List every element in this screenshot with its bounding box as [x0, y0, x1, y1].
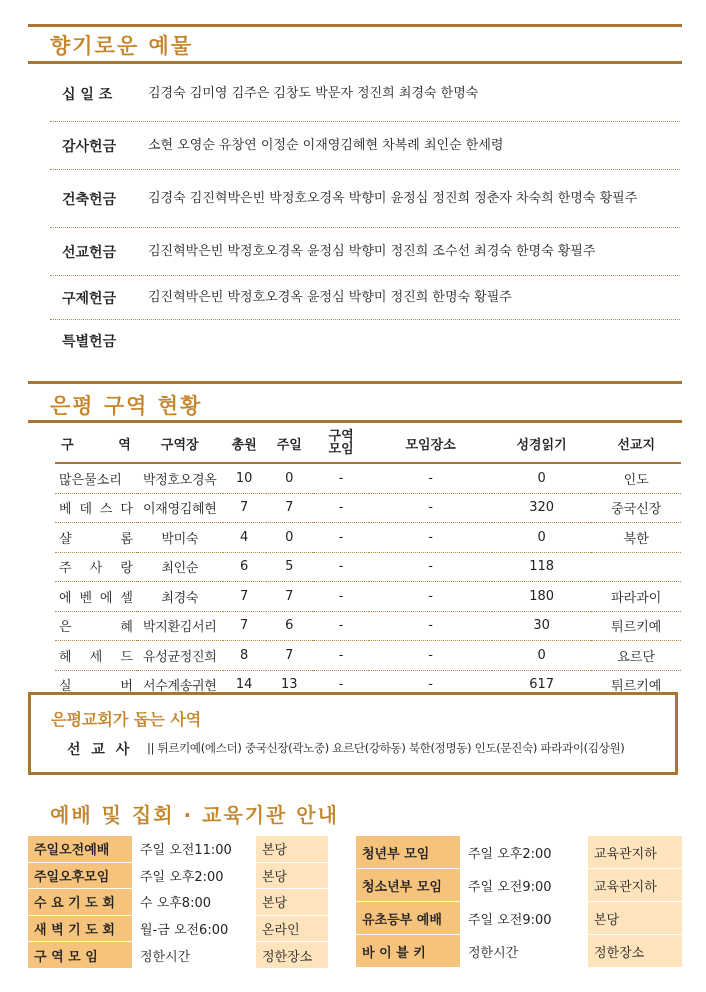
district-cell: 10	[223, 463, 266, 493]
offering-label: 감사헌금	[62, 139, 117, 155]
district-header-cell: 구역장	[137, 424, 223, 463]
schedule-place: 정한장소	[588, 935, 682, 967]
district-cell: 7	[223, 582, 266, 612]
missionary-label: 선 교 사	[67, 742, 133, 758]
district-cell: 샬 롬	[55, 523, 137, 553]
schedule-place: 교육관지하	[588, 836, 682, 868]
district-cell: 북한	[591, 523, 681, 553]
offering-names: 김진혁박은빈 박정호오경옥 윤정심 박향미 정진희 한명숙 황필주	[148, 289, 512, 305]
schedule-time: 주일 오전11:00	[132, 836, 256, 862]
schedule-row	[356, 902, 682, 935]
schedule-place: 교육관지하	[588, 869, 682, 901]
district-cell: 유성균정진희	[137, 641, 223, 671]
district-row	[55, 523, 681, 553]
schedule-place: 본당	[256, 889, 328, 915]
schedule-row	[28, 863, 328, 890]
support-box	[28, 692, 678, 775]
schedule-name: 구 역 모 임	[28, 942, 132, 968]
district-cell: 중국신장	[591, 493, 681, 523]
missionary-list: || 튀르키예(에스더) 중국신장(곽노중) 요르단(강하동) 북한(정명동) 인도(문진숙) 파라과이(김상원)	[147, 741, 625, 755]
district-cell: -	[313, 493, 370, 523]
district-cell: -	[369, 552, 491, 582]
schedule-name: 유초등부 예배	[356, 902, 460, 934]
offering-names: 김경숙 김미영 김주은 김창도 박문자 정진희 최경숙 한명숙	[148, 85, 479, 101]
district-cell: 0	[492, 463, 592, 493]
district-cell: 6	[223, 552, 266, 582]
district-cell: 4	[223, 523, 266, 553]
district-cell: 0	[266, 463, 313, 493]
schedule-name: 청년부 모임	[356, 836, 460, 868]
schedule-name: 수 요 기 도 회	[28, 889, 132, 915]
district-cell: 튀르키예	[611, 679, 662, 695]
district-cell: 13	[281, 677, 298, 693]
district-header-cell: 구역 모임	[313, 424, 370, 463]
district-table	[55, 424, 681, 699]
district-cell: 요르단	[591, 641, 681, 671]
offering-row	[50, 123, 680, 170]
district-cell: 박정호오경옥	[137, 463, 223, 493]
district-cell: 최경숙	[137, 582, 223, 612]
schedule-place: 정한장소	[256, 942, 328, 968]
district-row	[55, 641, 681, 671]
district-cell: -	[369, 493, 491, 523]
schedule-row	[356, 869, 682, 902]
schedule-time: 정한시간	[460, 935, 588, 967]
offering-label: 십 일 조	[62, 86, 113, 103]
district-cell: 7	[266, 582, 313, 612]
district-cell: 6	[266, 611, 313, 641]
district-cell: -	[313, 463, 370, 493]
schedule-name: 새 벽 기 도 회	[28, 916, 132, 942]
district-cell: 180	[492, 582, 592, 612]
district-cell: 0	[266, 523, 313, 553]
offering-label: 구제헌금	[62, 290, 117, 307]
schedule-name: 바 이 블 키	[356, 935, 460, 967]
offering-row	[50, 276, 680, 320]
district-row	[55, 552, 681, 582]
schedule-name: 청소년부 모임	[356, 869, 460, 901]
offering-row	[50, 228, 680, 276]
district-cell: 헤 세 드	[55, 641, 137, 671]
schedule-title: 예배 및 집회 · 교육기관 안내	[50, 803, 339, 827]
schedule-time: 주일 오전9:00	[460, 869, 588, 901]
offerings-rule	[28, 61, 682, 64]
schedule-time: 주일 오전9:00	[460, 902, 588, 934]
district-cell: 주 사 랑	[55, 552, 137, 582]
offering-label: 선교헌금	[62, 244, 117, 261]
schedule-right-table	[356, 836, 682, 968]
offering-row	[50, 66, 680, 122]
schedule-time: 수 오후8:00	[132, 889, 256, 915]
schedule-left-table	[28, 836, 328, 969]
district-cell: 튀르키예	[591, 611, 681, 641]
district-cell: -	[369, 641, 491, 671]
district-header-cell: 성경읽기	[492, 424, 592, 463]
districts-rule	[28, 420, 682, 423]
districts-title: 은평 구역 현황	[50, 394, 203, 418]
district-header-cell: 주일	[266, 424, 313, 463]
schedule-row	[356, 935, 682, 968]
schedule-place: 본당	[256, 836, 328, 862]
district-cell: -	[313, 641, 370, 671]
district-row	[55, 611, 681, 641]
district-cell: 320	[492, 493, 592, 523]
schedule-place: 온라인	[256, 916, 328, 942]
offering-label: 특별헌금	[62, 334, 117, 350]
district-cell: 최인순	[137, 552, 223, 582]
district-cell: -	[369, 582, 491, 612]
district-cell: 14	[235, 677, 253, 693]
district-header-row	[55, 424, 681, 463]
district-cell: 617	[529, 677, 555, 693]
district-cell: 박지환김서리	[137, 611, 223, 641]
district-cell: -	[313, 552, 370, 582]
schedule-row	[28, 942, 328, 969]
district-cell: 에 벤 에 셀	[55, 582, 137, 612]
schedule-time: 주일 오후2:00	[132, 863, 256, 889]
district-cell: 많은물소리	[55, 463, 137, 493]
schedule-place: 본당	[256, 863, 328, 889]
district-cell: 서수계송귀현	[142, 679, 217, 695]
district-cell: 118	[492, 552, 592, 582]
offering-row	[50, 320, 680, 362]
district-cell: 파라과이	[591, 582, 681, 612]
schedule-row	[28, 889, 328, 916]
district-cell: -	[428, 677, 433, 693]
district-cell: -	[369, 523, 491, 553]
district-header-cell: 총원	[223, 424, 266, 463]
offering-names: 김경숙 김진혁박은빈 박정호오경옥 박향미 윤정심 정진희 정춘자 차숙희 한명숙 황필주	[148, 190, 638, 206]
district-row	[55, 463, 681, 493]
district-cell: -	[313, 523, 370, 553]
support-title: 은평교회가 돕는 사역	[51, 710, 202, 729]
offerings-title: 향기로운 예물	[50, 34, 194, 58]
schedule-row	[356, 836, 682, 869]
district-header-cell: 선교지	[591, 424, 681, 463]
district-row	[55, 493, 681, 523]
district-cell: -	[369, 611, 491, 641]
schedule-time: 주일 오후2:00	[460, 836, 588, 868]
schedule-row	[28, 916, 328, 943]
district-row	[55, 582, 681, 612]
district-cell: 0	[492, 641, 592, 671]
district-cell: 5	[266, 552, 313, 582]
schedule-name: 주일오후모임	[28, 863, 132, 889]
schedule-place: 본당	[588, 902, 682, 934]
district-cell: 7	[223, 493, 266, 523]
district-cell: 은 혜	[55, 611, 137, 641]
schedule-row	[28, 836, 328, 863]
schedule-name: 주일오전예배	[28, 836, 132, 862]
district-header-cell: 구 역	[55, 424, 137, 463]
district-cell: 실 버	[59, 679, 133, 695]
district-cell: -	[313, 611, 370, 641]
district-header-cell: 모임장소	[369, 424, 491, 463]
district-cell: 7	[223, 611, 266, 641]
district-cell: 30	[492, 611, 592, 641]
district-cell: 이재영김혜현	[137, 493, 223, 523]
district-cell: -	[338, 677, 344, 693]
district-cell: 0	[492, 523, 592, 553]
offering-row	[50, 170, 680, 228]
offering-label: 건축헌금	[62, 191, 117, 208]
offering-names: 소현 오영순 유창연 이정순 이재영김혜현 차복례 최인순 한세령	[148, 138, 504, 153]
district-cell: -	[313, 582, 370, 612]
district-cell: 7	[266, 641, 313, 671]
district-cell: 인도	[591, 463, 681, 493]
offering-names: 김진혁박은빈 박정호오경옥 윤정심 박향미 정진희 조수선 최경숙 한명숙 황필주	[148, 243, 596, 259]
top-rule	[28, 24, 682, 27]
district-cell: 베 데 스 다	[55, 493, 137, 523]
schedule-time: 정한시간	[132, 942, 256, 968]
district-cell: 7	[266, 493, 313, 523]
district-cell: 8	[223, 641, 266, 671]
schedule-time: 월-금 오전6:00	[132, 916, 256, 942]
district-cell: 박미숙	[137, 523, 223, 553]
districts-top-rule	[28, 381, 682, 384]
district-cell	[591, 552, 681, 582]
district-cell: -	[369, 463, 491, 493]
